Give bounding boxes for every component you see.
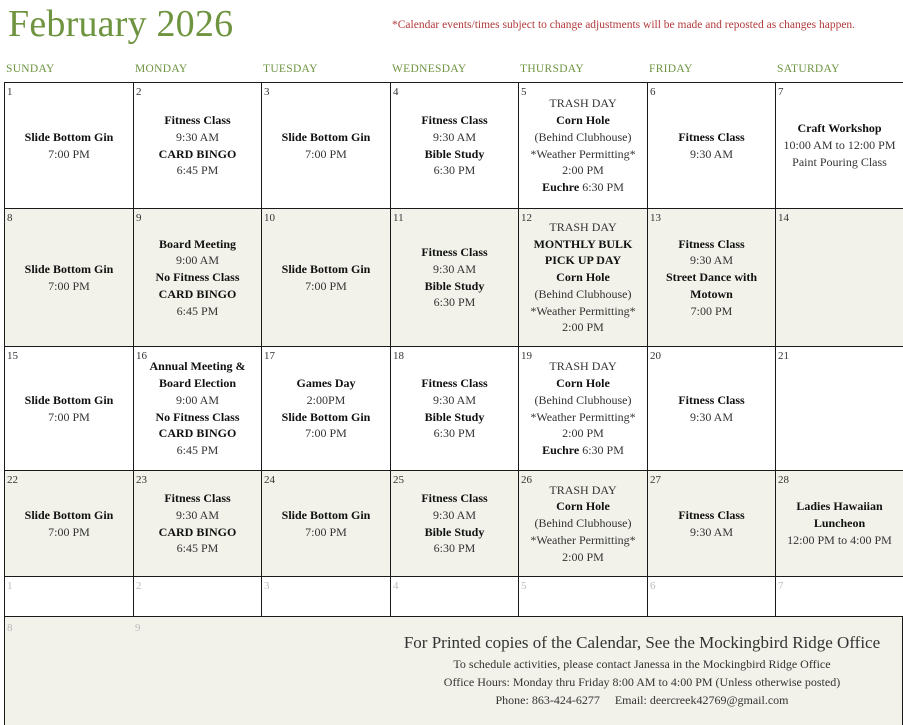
day-events bbox=[391, 209, 518, 346]
event-name: Slide Bottom Gin bbox=[281, 129, 371, 144]
event-name: PICK UP DAY bbox=[544, 253, 622, 268]
event-detail: 9:30 AM bbox=[432, 507, 476, 522]
calendar-day-cell bbox=[133, 346, 262, 471]
day-events bbox=[262, 471, 390, 576]
event-detail: *Weather Permitting* bbox=[530, 409, 636, 424]
event-name: Slide Bottom Gin bbox=[281, 507, 371, 522]
event-name: Slide Bottom Gin bbox=[281, 261, 371, 276]
day-events bbox=[776, 83, 903, 208]
calendar-day-cell bbox=[133, 576, 262, 617]
event-name: Fitness Class bbox=[421, 112, 488, 127]
event-detail: 7:00 PM bbox=[305, 524, 347, 539]
footer-contact-line: To schedule activities, please contact Janessa in the Mockingbird Ridge Office bbox=[453, 657, 831, 671]
calendar-day-cell bbox=[775, 346, 903, 471]
event-detail: 6:45 PM bbox=[176, 443, 219, 458]
day-events bbox=[391, 83, 518, 208]
day-events bbox=[519, 347, 647, 470]
event-detail: 9:00 AM bbox=[175, 392, 219, 407]
event-detail: TRASH DAY bbox=[549, 359, 617, 374]
event-detail: *Weather Permitting* bbox=[530, 303, 636, 318]
day-events bbox=[262, 209, 390, 346]
day-events bbox=[5, 347, 133, 470]
event-name: CARD BINGO bbox=[158, 426, 237, 441]
day-events bbox=[5, 209, 133, 346]
day-events bbox=[134, 347, 261, 470]
event-name: CARD BINGO bbox=[158, 524, 237, 539]
calendar-day-cell bbox=[775, 470, 903, 577]
event-detail: TRASH DAY bbox=[549, 219, 617, 234]
event-name: Annual Meeting & bbox=[149, 359, 246, 374]
day-number: 2 bbox=[136, 580, 142, 592]
calendar-day-cell bbox=[261, 208, 391, 347]
day-number: 10 bbox=[264, 212, 275, 224]
event-line bbox=[542, 179, 624, 196]
event-name: Euchre bbox=[542, 180, 580, 195]
day-number: 7 bbox=[778, 86, 784, 98]
day-events bbox=[519, 471, 647, 576]
calendar-day-cell bbox=[390, 470, 519, 577]
event-detail: 7:00 PM bbox=[48, 409, 90, 424]
event-detail: 7:00 PM bbox=[690, 303, 733, 318]
day-number: 17 bbox=[264, 350, 275, 362]
day-events bbox=[648, 471, 775, 576]
event-detail: 2:00 PM bbox=[562, 163, 604, 178]
footer-day-number: 9 bbox=[135, 622, 141, 634]
day-of-week-label: SATURDAY bbox=[777, 63, 840, 75]
calendar-day-cell bbox=[4, 576, 134, 617]
event-detail: 9:30 AM bbox=[432, 129, 476, 144]
event-name: Craft Workshop bbox=[797, 121, 882, 136]
event-detail: 9:30 AM bbox=[689, 524, 733, 539]
calendar-day-cell bbox=[518, 208, 648, 347]
event-detail: TRASH DAY bbox=[549, 96, 617, 111]
day-events bbox=[134, 209, 261, 346]
calendar-day-cell bbox=[518, 346, 648, 471]
calendar-day-cell bbox=[647, 82, 776, 209]
day-number: 25 bbox=[393, 474, 404, 486]
day-number: 18 bbox=[393, 350, 404, 362]
event-name: Bible Study bbox=[424, 278, 485, 293]
day-number: 13 bbox=[650, 212, 661, 224]
day-number: 8 bbox=[7, 212, 13, 224]
day-number: 27 bbox=[650, 474, 661, 486]
day-of-week-label: THURSDAY bbox=[520, 63, 584, 75]
day-events bbox=[519, 209, 647, 346]
calendar-footer bbox=[4, 616, 903, 725]
event-time: 6:30 PM bbox=[582, 443, 624, 458]
event-name: Slide Bottom Gin bbox=[24, 392, 114, 407]
day-number: 4 bbox=[393, 86, 399, 98]
event-name: Bible Study bbox=[424, 146, 485, 161]
event-name: Street Dance with bbox=[665, 270, 758, 285]
event-detail: 6:30 PM bbox=[433, 295, 476, 310]
event-name: Corn Hole bbox=[556, 112, 610, 127]
calendar-day-cell bbox=[518, 470, 648, 577]
calendar-day-cell bbox=[390, 208, 519, 347]
event-name: Fitness Class bbox=[421, 375, 488, 390]
footer-heading: For Printed copies of the Calendar, See the Mockingbird Ridge Office bbox=[403, 633, 881, 652]
calendar-day-cell bbox=[775, 576, 903, 617]
event-name: Fitness Class bbox=[164, 490, 231, 505]
event-name: Slide Bottom Gin bbox=[24, 507, 114, 522]
event-detail: 7:00 PM bbox=[48, 146, 90, 161]
calendar-day-cell bbox=[647, 208, 776, 347]
event-detail: 2:00 PM bbox=[562, 549, 604, 564]
calendar-day-cell bbox=[4, 208, 134, 347]
calendar-day-cell bbox=[133, 208, 262, 347]
day-number: 22 bbox=[7, 474, 18, 486]
event-detail: 9:30 AM bbox=[432, 392, 476, 407]
event-detail: 9:30 AM bbox=[175, 507, 219, 522]
calendar-day-cell bbox=[518, 576, 648, 617]
event-detail: 2:00 PM bbox=[562, 320, 604, 335]
calendar-day-cell bbox=[261, 82, 391, 209]
event-line bbox=[542, 442, 624, 459]
event-detail: (Behind Clubhouse) bbox=[534, 129, 632, 144]
day-number: 23 bbox=[136, 474, 147, 486]
day-number: 2 bbox=[136, 86, 142, 98]
event-name: No Fitness Class bbox=[155, 409, 240, 424]
day-events bbox=[5, 83, 133, 208]
calendar-day-cell bbox=[775, 208, 903, 347]
day-number: 5 bbox=[521, 580, 527, 592]
day-events bbox=[391, 471, 518, 576]
event-name: Board Meeting bbox=[159, 236, 236, 251]
day-number: 16 bbox=[136, 350, 147, 362]
event-name: Luncheon bbox=[813, 516, 866, 531]
calendar-day-cell bbox=[647, 470, 776, 577]
event-name: Board Election bbox=[159, 375, 236, 390]
event-name: Fitness Class bbox=[164, 112, 231, 127]
event-name: Fitness Class bbox=[678, 507, 745, 522]
calendar-day-cell bbox=[133, 470, 262, 577]
day-number: 26 bbox=[521, 474, 532, 486]
event-detail: *Weather Permitting* bbox=[530, 146, 636, 161]
event-name: Fitness Class bbox=[421, 490, 488, 505]
day-number: 11 bbox=[393, 212, 404, 224]
day-number: 14 bbox=[778, 212, 789, 224]
event-detail: 10:00 AM to 12:00 PM bbox=[783, 138, 896, 153]
event-detail: TRASH DAY bbox=[549, 482, 617, 497]
day-number: 6 bbox=[650, 86, 656, 98]
day-of-week-label: TUESDAY bbox=[263, 63, 318, 75]
day-events bbox=[391, 347, 518, 470]
event-name: Slide Bottom Gin bbox=[24, 261, 114, 276]
event-name: Games Day bbox=[296, 375, 356, 390]
event-detail: 6:45 PM bbox=[176, 163, 219, 178]
day-of-week-label: WEDNESDAY bbox=[392, 63, 467, 75]
calendar-day-cell bbox=[647, 576, 776, 617]
event-detail: 9:30 AM bbox=[689, 409, 733, 424]
calendar-day-cell bbox=[261, 470, 391, 577]
day-events bbox=[5, 471, 133, 576]
event-detail: (Behind Clubhouse) bbox=[534, 286, 632, 301]
day-number: 19 bbox=[521, 350, 532, 362]
event-detail: 6:30 PM bbox=[433, 163, 476, 178]
calendar-day-cell bbox=[4, 470, 134, 577]
event-name: Bible Study bbox=[424, 524, 485, 539]
day-events bbox=[648, 209, 775, 346]
day-of-week-label: FRIDAY bbox=[649, 63, 693, 75]
event-detail: 6:30 PM bbox=[433, 541, 476, 556]
disclaimer-note: *Calendar events/times subject to change adjustments will be made and reposted as changes happen. bbox=[392, 19, 856, 31]
day-number: 20 bbox=[650, 350, 661, 362]
day-events bbox=[519, 83, 647, 208]
event-name: CARD BINGO bbox=[158, 286, 237, 301]
event-detail: 7:00 PM bbox=[48, 524, 90, 539]
event-detail: 2:00 PM bbox=[562, 426, 604, 441]
event-detail: 12:00 PM to 4:00 PM bbox=[787, 532, 892, 547]
event-detail: 9:30 AM bbox=[432, 261, 476, 276]
event-name: MONTHLY BULK bbox=[533, 236, 633, 251]
event-detail: 9:30 AM bbox=[175, 129, 219, 144]
event-name: Euchre bbox=[542, 443, 580, 458]
calendar-title: February 2026 bbox=[8, 3, 234, 45]
day-number: 3 bbox=[264, 86, 270, 98]
calendar-day-cell bbox=[261, 346, 391, 471]
event-detail: 7:00 PM bbox=[305, 426, 347, 441]
day-number: 12 bbox=[521, 212, 532, 224]
event-detail: Paint Pouring Class bbox=[792, 154, 887, 169]
event-time: 6:30 PM bbox=[582, 180, 624, 195]
event-detail: (Behind Clubhouse) bbox=[534, 516, 632, 531]
event-name: Motown bbox=[690, 286, 733, 301]
day-events bbox=[648, 83, 775, 208]
day-events bbox=[134, 83, 261, 208]
event-detail: 9:30 AM bbox=[689, 146, 733, 161]
event-name: CARD BINGO bbox=[158, 146, 237, 161]
event-detail: *Weather Permitting* bbox=[530, 532, 636, 547]
day-events bbox=[134, 471, 261, 576]
event-detail: 6:30 PM bbox=[433, 426, 476, 441]
event-name: Fitness Class bbox=[678, 392, 745, 407]
day-of-week-header bbox=[0, 63, 903, 81]
calendar-day-cell bbox=[4, 346, 134, 471]
event-name: Bible Study bbox=[424, 409, 485, 424]
event-detail: 7:00 PM bbox=[48, 278, 90, 293]
event-name: Corn Hole bbox=[556, 499, 610, 514]
day-number: 24 bbox=[264, 474, 275, 486]
day-number: 5 bbox=[521, 86, 527, 98]
day-number: 15 bbox=[7, 350, 18, 362]
event-detail: 2:00PM bbox=[306, 392, 346, 407]
day-events bbox=[262, 347, 390, 470]
calendar-day-cell bbox=[390, 576, 519, 617]
day-number: 21 bbox=[778, 350, 789, 362]
day-number: 7 bbox=[778, 580, 784, 592]
calendar-day-cell bbox=[390, 82, 519, 209]
footer-phone-email: Phone: 863-424-6277 Email: deercreek42769@gmail.com bbox=[495, 693, 789, 707]
day-number: 3 bbox=[264, 580, 270, 592]
event-detail: 6:45 PM bbox=[176, 303, 219, 318]
day-events bbox=[648, 347, 775, 470]
day-number: 28 bbox=[778, 474, 789, 486]
event-name: Slide Bottom Gin bbox=[281, 409, 371, 424]
calendar-day-cell bbox=[647, 346, 776, 471]
event-name: Corn Hole bbox=[556, 270, 610, 285]
event-name: Fitness Class bbox=[678, 129, 745, 144]
footer-info bbox=[382, 631, 902, 709]
event-name: Fitness Class bbox=[678, 236, 745, 251]
event-name: No Fitness Class bbox=[155, 270, 240, 285]
calendar-day-cell bbox=[775, 82, 903, 209]
day-number: 9 bbox=[136, 212, 142, 224]
day-of-week-label: SUNDAY bbox=[6, 63, 55, 75]
event-detail: 9:30 AM bbox=[689, 253, 733, 268]
day-events bbox=[776, 471, 903, 576]
day-number: 1 bbox=[7, 86, 13, 98]
calendar-day-cell bbox=[4, 82, 134, 209]
footer-office-hours: Office Hours: Monday thru Friday 8:00 AM to 4:00 PM (Unless otherwise posted) bbox=[443, 675, 841, 689]
calendar-day-cell bbox=[390, 346, 519, 471]
event-name: Slide Bottom Gin bbox=[24, 129, 114, 144]
day-number: 1 bbox=[7, 580, 13, 592]
calendar-day-cell bbox=[133, 82, 262, 209]
event-detail: (Behind Clubhouse) bbox=[534, 392, 632, 407]
calendar-day-cell bbox=[518, 82, 648, 209]
event-name: Fitness Class bbox=[421, 244, 488, 259]
footer-day-number: 8 bbox=[7, 622, 13, 634]
event-detail: 9:00 AM bbox=[175, 253, 219, 268]
event-detail: 7:00 PM bbox=[305, 278, 347, 293]
day-number: 6 bbox=[650, 580, 656, 592]
calendar-day-cell bbox=[261, 576, 391, 617]
event-detail: 6:45 PM bbox=[176, 541, 219, 556]
day-events bbox=[262, 83, 390, 208]
day-of-week-label: MONDAY bbox=[135, 63, 188, 75]
event-name: Ladies Hawaiian bbox=[796, 499, 883, 514]
day-number: 4 bbox=[393, 580, 399, 592]
event-detail: 7:00 PM bbox=[305, 146, 347, 161]
event-name: Corn Hole bbox=[556, 375, 610, 390]
